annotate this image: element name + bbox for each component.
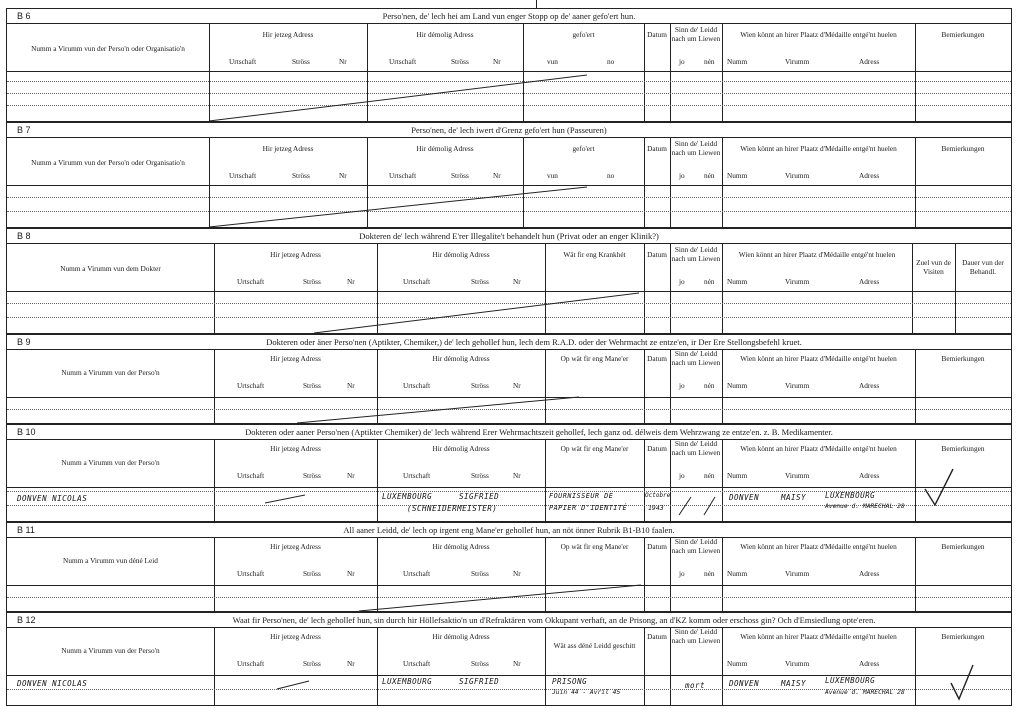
header-stross: Ströss bbox=[303, 471, 321, 480]
header-numm: Numm bbox=[727, 471, 748, 480]
header-numm: Numm bbox=[727, 659, 748, 668]
section-title: Dokteren oder aaner Perso'nen (Aptikter Chemiker) de' lech während Erer Wehrmachtszeit gehollef, lech ganz od. délweis dem Wehrzwang ze entze'en. z. B. Medikamenter. bbox=[245, 427, 833, 437]
entry-medaille-virumm: MAISY bbox=[781, 679, 807, 688]
section-header bbox=[7, 425, 1011, 440]
section-header bbox=[7, 335, 1011, 350]
entry-geschitt-1: PRISONG bbox=[552, 677, 588, 686]
header-numm: Numm bbox=[727, 171, 748, 180]
header-op-wat: Op wät fir eng Mane'er bbox=[560, 354, 629, 363]
header-wien: Wien könnt an hirer Plaatz d'Médaille entgé'nt huelen bbox=[740, 542, 897, 551]
header-urtschaft: Urtschaft bbox=[403, 471, 431, 480]
header-op-wat: Op wät fir eng Mane'er bbox=[560, 444, 629, 453]
header-numm: Numm bbox=[727, 277, 748, 286]
entry-name: DONVEN NICOLAS bbox=[17, 494, 88, 503]
header-jetzeg: Hir jetzeg Adress bbox=[262, 30, 314, 39]
header-demolig: Hir démolig Adress bbox=[432, 354, 490, 363]
header-urtschaft: Urtschaft bbox=[237, 381, 265, 390]
entry-medaille-numm: DONVEN bbox=[729, 679, 760, 688]
header-bemierkungen: Bemierkungen bbox=[941, 632, 985, 641]
header-virumm: Virumm bbox=[785, 381, 810, 390]
header-name: Numm a Virumm vun der Perso'n bbox=[61, 646, 160, 655]
entry-status: mort bbox=[685, 681, 706, 690]
entry-geschitt-2: Juin 44 - Avril 45 bbox=[552, 689, 621, 696]
section-b11 bbox=[6, 522, 1012, 612]
entry-manier-2: PAPIER D'IDENTITÉ bbox=[549, 504, 628, 512]
section-b6 bbox=[6, 8, 1012, 122]
section-code: B 9 bbox=[17, 337, 31, 347]
header-jetzeg: Hir jetzeg Adress bbox=[270, 250, 321, 259]
header-virumm: Virumm bbox=[785, 471, 810, 480]
header-datum: Datum bbox=[647, 542, 667, 551]
section-header bbox=[7, 9, 1011, 24]
header-nr: Nr bbox=[513, 471, 521, 480]
header-jetzeg: Hir jetzeg Adress bbox=[262, 144, 314, 153]
section-b12 bbox=[6, 612, 1012, 706]
section-code: B 10 bbox=[17, 427, 36, 437]
header-wien: Wien könnt an hirer Plaatz d'Médaille entgé'nt huelen bbox=[740, 632, 897, 641]
section-header bbox=[7, 123, 1011, 138]
header-adress: Adress bbox=[859, 57, 880, 66]
header-demolig: Hir démolig Adress bbox=[432, 250, 490, 259]
header-nr: Nr bbox=[339, 57, 347, 66]
header-demolig: Hir démolig Adress bbox=[432, 444, 490, 453]
header-urtschaft: Urtschaft bbox=[403, 381, 431, 390]
header-adress: Adress bbox=[859, 171, 880, 180]
header-sinn: Sinn de' Leidd nach um Liewen bbox=[671, 627, 721, 645]
header-jetzeg: Hir jetzeg Adress bbox=[270, 542, 321, 551]
header-op-wat: Op wät fir eng Mane'er bbox=[560, 542, 629, 551]
header-demolig: Hir démolig Adress bbox=[432, 542, 490, 551]
entry-medaille-virumm: MAISY bbox=[781, 493, 807, 502]
header-wien: Wien könnt an hirer Plaatz d'Médaille entgé'nt huelen bbox=[740, 30, 897, 39]
header-nen: nén bbox=[704, 471, 715, 480]
header-adress: Adress bbox=[859, 277, 880, 286]
section-code: B 6 bbox=[17, 11, 31, 21]
header-jetzeg: Hir jetzeg Adress bbox=[270, 632, 321, 641]
header-numm: Numm bbox=[727, 381, 748, 390]
header-demolig: Hir démolig Adress bbox=[416, 30, 474, 39]
header-adress: Adress bbox=[859, 569, 880, 578]
header-jo: jo bbox=[679, 569, 685, 578]
header-bemierkungen: Bemierkungen bbox=[941, 542, 985, 551]
header-no: no bbox=[607, 57, 615, 66]
header-nr: Nr bbox=[513, 277, 521, 286]
header-stross: Ströss bbox=[471, 277, 489, 286]
header-virumm: Virumm bbox=[785, 659, 810, 668]
header-name: Numm a Virumm vun der Perso'n oder Organisatio'n bbox=[31, 44, 185, 53]
header-bemierkungen: Bemierkungen bbox=[941, 30, 985, 39]
header-nr: Nr bbox=[493, 57, 501, 66]
section-header bbox=[7, 229, 1011, 244]
form-sheet bbox=[6, 8, 1012, 706]
header-urtschaft: Urtschaft bbox=[237, 569, 265, 578]
header-stross: Ströss bbox=[292, 57, 310, 66]
header-jo: jo bbox=[679, 57, 685, 66]
header-jetzeg: Hir jetzeg Adress bbox=[270, 354, 321, 363]
header-no: no bbox=[607, 171, 615, 180]
header-nr: Nr bbox=[347, 569, 355, 578]
header-virumm: Virumm bbox=[785, 277, 810, 286]
entry-demolig-beruf: (SCHNEIDERMEISTER) bbox=[407, 504, 498, 513]
header-stross: Ströss bbox=[451, 171, 469, 180]
header-wien: Wien könnt an hirer Plaatz d'Médaille entgé'nt huelen bbox=[740, 354, 897, 363]
header-sinn: Sinn de' Leidd nach um Liewen bbox=[671, 537, 721, 555]
header-vun: vun bbox=[547, 57, 558, 66]
header-gefoert: gefo'ert bbox=[572, 144, 595, 153]
section-title: Waat fir Perso'nen, de' lech gehollef hun, sin durch hir Höllefsaktio'n un d'Refraktären vom Okkupant verhaft, an de Prisong, an d'KZ komm oder erschoss gin? Och d'Emsiedlung opte'eren. bbox=[232, 615, 876, 625]
entry-medaille-adress-2: Avenue d. MARECHAL 28 bbox=[825, 503, 905, 510]
header-gefoert: gefo'ert bbox=[572, 30, 595, 39]
header-name: Numm a Virumm vun der Perso'n bbox=[61, 458, 160, 467]
header-stross: Ströss bbox=[471, 471, 489, 480]
entry-manier-1: FOURNISSEUR DE bbox=[549, 492, 614, 500]
header-krankheet: Wät fir eng Krankhét bbox=[563, 250, 626, 259]
section-code: B 8 bbox=[17, 231, 31, 241]
entry-datum-1: Octobre bbox=[645, 492, 671, 499]
header-datum: Datum bbox=[647, 30, 667, 39]
header-adress: Adress bbox=[859, 381, 880, 390]
header-jo: jo bbox=[679, 171, 685, 180]
header-stross: Ströss bbox=[471, 569, 489, 578]
section-header bbox=[7, 613, 1011, 628]
header-sinn: Sinn de' Leidd nach um Liewen bbox=[671, 139, 721, 157]
header-numm: Numm bbox=[727, 569, 748, 578]
header-nr: Nr bbox=[513, 659, 521, 668]
header-adress: Adress bbox=[859, 471, 880, 480]
header-sinn: Sinn de' Leidd nach um Liewen bbox=[671, 25, 721, 43]
header-bemierkungen: Bemierkungen bbox=[941, 144, 985, 153]
header-wat-geschitt: Wät ass déné Leidd geschitt bbox=[553, 641, 636, 650]
header-nr: Nr bbox=[347, 659, 355, 668]
header-jetzeg: Hir jetzeg Adress bbox=[270, 444, 321, 453]
header-nen: nén bbox=[704, 171, 715, 180]
header-stross: Ströss bbox=[303, 659, 321, 668]
header-wien: Wien könnt an hirer Plaatz d'Médaille entgé'nt huelen bbox=[740, 144, 897, 153]
top-tick-mark bbox=[536, 0, 537, 8]
section-b7 bbox=[6, 122, 1012, 228]
header-name: Numm a Virumm vun der Perso'n bbox=[61, 368, 160, 377]
header-name: Numm a Virumm vun der Perso'n oder Organisatio'n bbox=[31, 158, 185, 167]
header-stross: Ströss bbox=[303, 381, 321, 390]
header-urtschaft: Urtschaft bbox=[403, 277, 431, 286]
header-nen: nén bbox=[704, 277, 715, 286]
header-sinn: Sinn de' Leidd nach um Liewen bbox=[671, 245, 721, 263]
entry-medaille-adress-1: LUXEMBOURG bbox=[825, 676, 876, 685]
header-nr: Nr bbox=[513, 569, 521, 578]
section-header bbox=[7, 523, 1011, 538]
header-wien: Wien könnt an hirer Plaatz d'Médaille entgé'nt huelen bbox=[738, 250, 896, 259]
header-nr: Nr bbox=[513, 381, 521, 390]
entry-medaille-adress-2: Avenue d. MARECHAL 28 bbox=[825, 689, 905, 696]
entry-demolig-ort: LUXEMBOURG bbox=[382, 677, 433, 686]
header-jo: jo bbox=[679, 277, 685, 286]
header-virumm: Virumm bbox=[785, 57, 810, 66]
header-urtschaft: Urtschaft bbox=[389, 57, 417, 66]
header-name: Numm a Virumm vun dem Dokter bbox=[60, 264, 161, 273]
section-title: Dokteren oder äner Perso'nen (Aptikter, Chemiker,) de' lech gehollef hun, lech dem R.A.D. oder der Wehrmacht ze entze'en, ir Der Ere Stellongsbefehl kruet. bbox=[266, 337, 802, 347]
header-urtschaft: Urtschaft bbox=[237, 471, 265, 480]
header-demolig: Hir démolig Adress bbox=[416, 144, 474, 153]
header-nen: nén bbox=[704, 57, 715, 66]
header-datum: Datum bbox=[647, 144, 667, 153]
header-urtschaft: Urtschaft bbox=[403, 569, 431, 578]
entry-name: DONVEN NICOLAS bbox=[17, 679, 88, 688]
header-nr: Nr bbox=[347, 381, 355, 390]
header-urtschaft: Urtschaft bbox=[229, 171, 257, 180]
entry-medaille-adress-1: LUXEMBOURG bbox=[825, 491, 876, 500]
section-code: B 7 bbox=[17, 125, 31, 135]
header-stross: Ströss bbox=[303, 569, 321, 578]
section-title: All aaner Leidd, de' lech op irgent eng Mane'er gehollef hun, an nöt önner Rubrik B1-B10 faalen. bbox=[343, 525, 675, 535]
section-title: Perso'nen, de' lech hei am Land vun enger Stopp op de' aaner gefo'ert hun. bbox=[382, 11, 636, 21]
header-nen: nén bbox=[704, 569, 715, 578]
header-stross: Ströss bbox=[471, 381, 489, 390]
header-stross: Ströss bbox=[303, 277, 321, 286]
section-b9 bbox=[6, 334, 1012, 424]
header-sinn: Sinn de' Leidd nach um Liewen bbox=[671, 439, 721, 457]
header-stross: Ströss bbox=[292, 171, 310, 180]
section-b8 bbox=[6, 228, 1012, 334]
header-nr: Nr bbox=[339, 171, 347, 180]
entry-demolig-stross: SIGFRIED bbox=[459, 492, 500, 501]
section-title: Dokteren de' lech während E'rer Illegalite't behandelt hun (Privat oder an enger Klinik?) bbox=[359, 231, 659, 241]
header-nen: nén bbox=[704, 381, 715, 390]
header-virumm: Virumm bbox=[785, 171, 810, 180]
header-bemierkungen: Bemierkungen bbox=[941, 354, 985, 363]
header-bemierkungen: Bemierkungen bbox=[941, 444, 985, 453]
header-nr: Nr bbox=[493, 171, 501, 180]
header-vun: vun bbox=[547, 171, 558, 180]
section-code: B 11 bbox=[17, 525, 35, 535]
header-wien: Wien könnt an hirer Plaatz d'Médaille entgé'nt huelen bbox=[740, 444, 897, 453]
entry-medaille-numm: DONVEN bbox=[729, 493, 760, 502]
header-adress: Adress bbox=[859, 659, 880, 668]
header-stross: Ströss bbox=[451, 57, 469, 66]
entry-datum-2: 1943 bbox=[648, 504, 664, 512]
header-stross: Ströss bbox=[471, 659, 489, 668]
entry-demolig-ort: LUXEMBOURG bbox=[382, 492, 433, 501]
header-datum: Datum bbox=[647, 354, 667, 363]
header-name: Numm a Virumm vun déné Leid bbox=[63, 556, 158, 565]
header-zuel-visiten: Zuel vun de Visiten bbox=[916, 258, 951, 276]
header-jo: jo bbox=[679, 471, 685, 480]
header-nr: Nr bbox=[347, 471, 355, 480]
header-sinn: Sinn de' Leidd nach um Liewen bbox=[671, 349, 721, 367]
section-code: B 12 bbox=[17, 615, 36, 625]
header-urtschaft: Urtschaft bbox=[403, 659, 431, 668]
header-urtschaft: Urtschaft bbox=[229, 57, 257, 66]
entry-demolig-stross: SIGFRIED bbox=[459, 677, 500, 686]
header-datum: Datum bbox=[647, 632, 667, 641]
header-jo: jo bbox=[679, 381, 685, 390]
section-b10 bbox=[6, 424, 1012, 522]
header-demolig: Hir démolig Adress bbox=[432, 632, 490, 641]
header-nr: Nr bbox=[347, 277, 355, 286]
section-title: Perso'nen, de' lech iwert d'Grenz gefo'ert hun (Passeuren) bbox=[411, 125, 607, 135]
header-numm: Numm bbox=[727, 57, 748, 66]
header-urtschaft: Urtschaft bbox=[237, 277, 265, 286]
header-urtschaft: Urtschaft bbox=[237, 659, 265, 668]
header-virumm: Virumm bbox=[785, 569, 810, 578]
header-datum: Datum bbox=[647, 250, 667, 259]
header-datum: Datum bbox=[647, 444, 667, 453]
header-urtschaft: Urtschaft bbox=[389, 171, 417, 180]
header-dauer: Dauer vun der Behandl. bbox=[962, 258, 1004, 276]
